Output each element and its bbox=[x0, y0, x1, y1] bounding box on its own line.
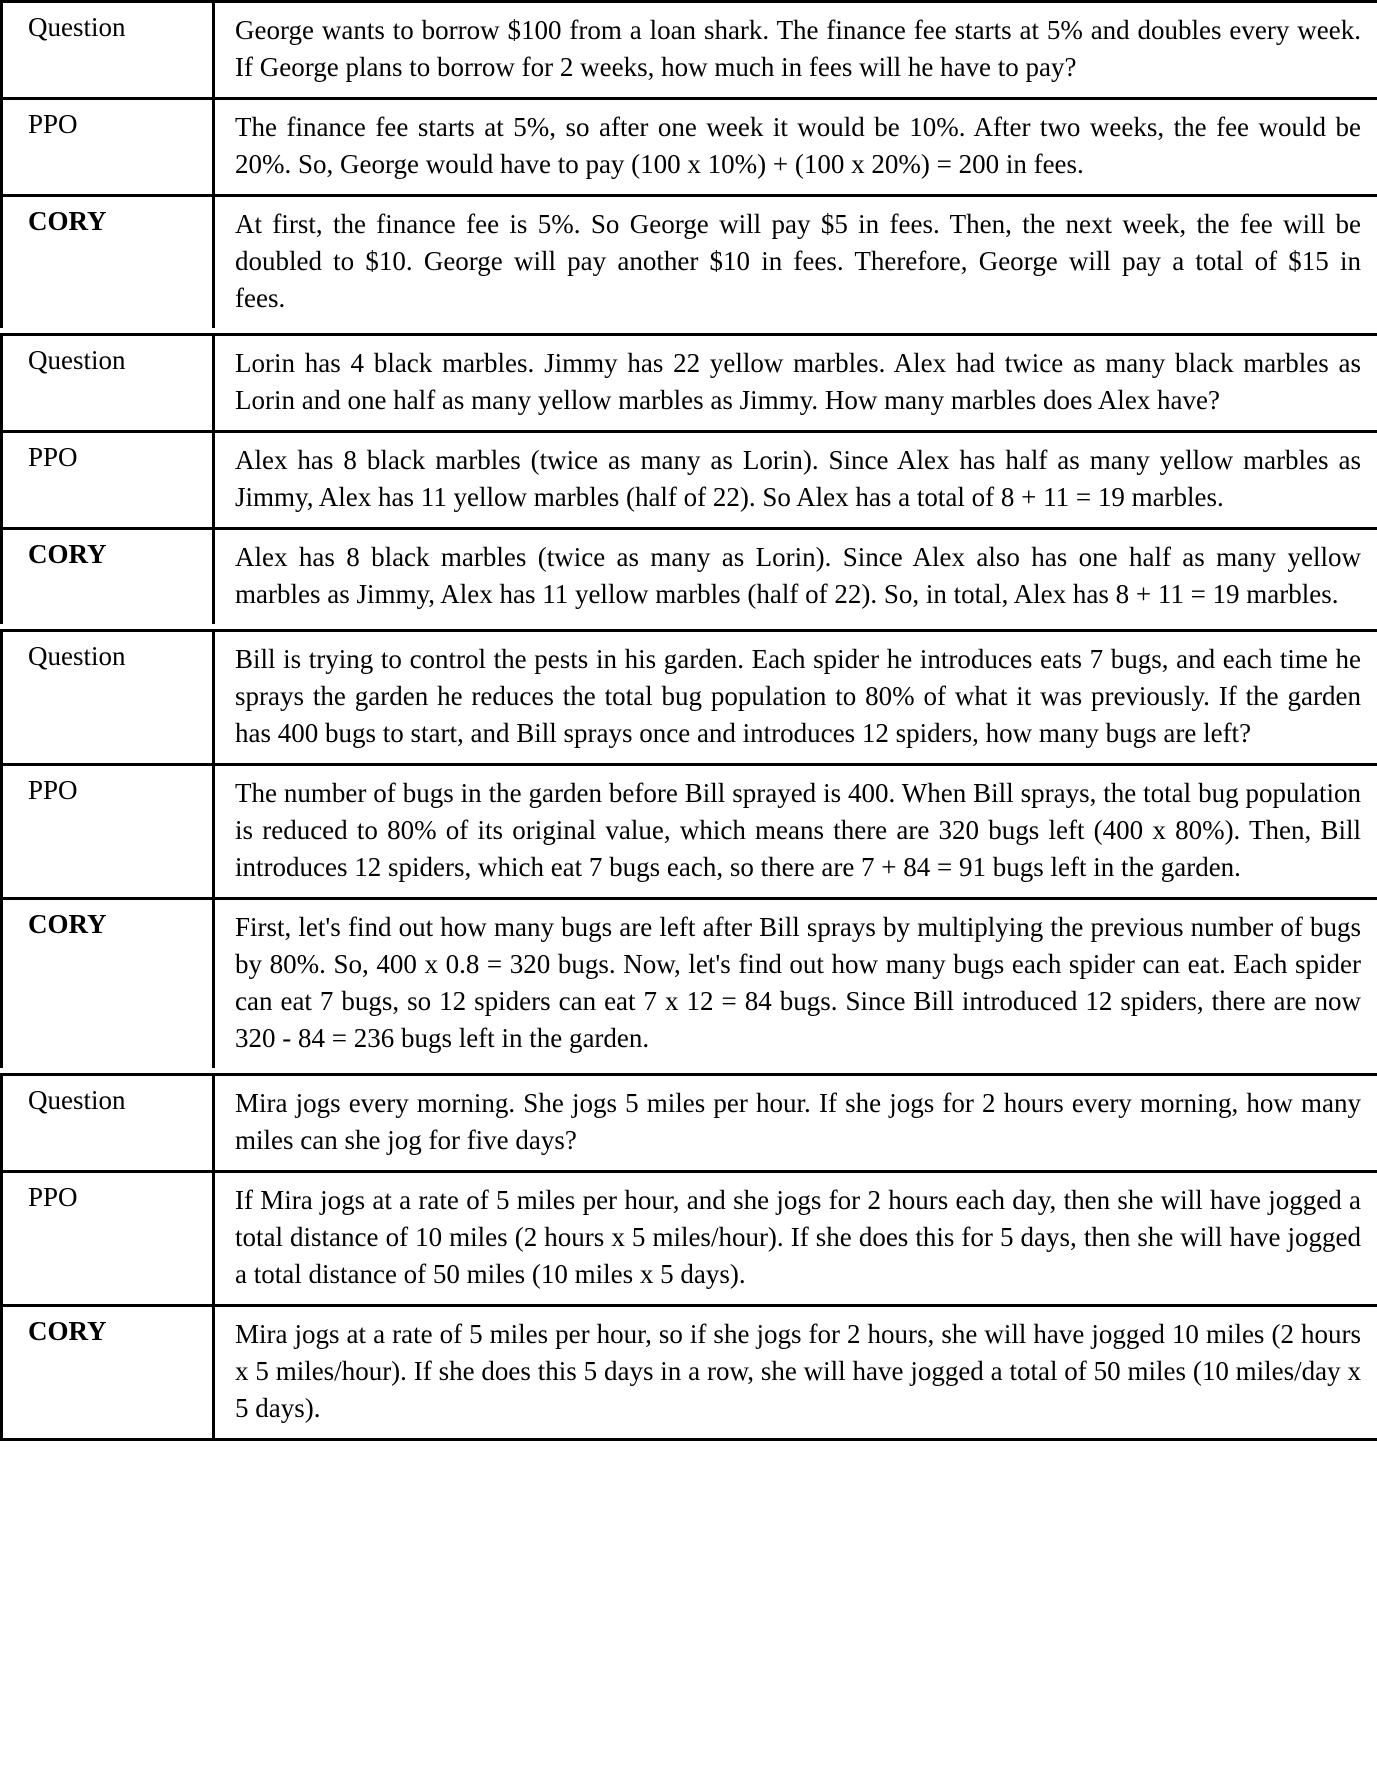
ppo-answer-1: The finance fee starts at 5%, so after one week it would be 10%. After two weeks, the fee would be 20%. So, George would have to pay (100 x 10%) + (100 x 20%) = 200 in fees. bbox=[214, 99, 1377, 196]
role-label-cory: CORY bbox=[2, 1306, 214, 1440]
question-text-4: Mira jogs every morning. She jogs 5 miles per hour. If she jogs for 2 hours every morning, how many miles can she jog for five days? bbox=[214, 1075, 1377, 1172]
cory-answer-2: Alex has 8 black marbles (twice as many as Lorin). Since Alex also has one half as many yellow marbles as Jimmy, Alex has 11 yellow marbles (half of 22). So, in total, Alex has 8 + 11 = 19 marbles. bbox=[214, 529, 1377, 625]
table-row-ppo-4 bbox=[2, 1172, 1377, 1306]
role-label-ppo: PPO bbox=[2, 765, 214, 899]
ppo-answer-3: The number of bugs in the garden before Bill sprayed is 400. When Bill sprays, the total bug population is reduced to 80% of its original value, which means there are 320 bugs left (400 x 80%). Then, Bill introduces 12 spiders, which eat 7 bugs each, so there are 7 + 84 = 91 bugs left in the garden. bbox=[214, 765, 1377, 899]
ppo-answer-2: Alex has 8 black marbles (twice as many as Lorin). Since Alex has half as many yellow marbles as Jimmy, Alex has 11 yellow marbles (half of 22). So Alex has a total of 8 + 11 = 19 marbles. bbox=[214, 432, 1377, 529]
question-text-3: Bill is trying to control the pests in his garden. Each spider he introduces eats 7 bugs, and each time he sprays the garden he reduces the total bug population to 80% of what it was previously. If the garden has 400 bugs to start, and Bill sprays once and introduces 12 spiders, how many bugs are left? bbox=[214, 631, 1377, 765]
table-body bbox=[2, 2, 1377, 1440]
role-label-question: Question bbox=[2, 2, 214, 99]
table-row-question-3 bbox=[2, 631, 1377, 765]
table-row-question-1 bbox=[2, 2, 1377, 99]
cory-answer-1: At first, the finance fee is 5%. So George will pay $5 in fees. Then, the next week, the fee will be doubled to $10. George will pay another $10 in fees. Therefore, George will pay a total of $15 in fees. bbox=[214, 196, 1377, 329]
table-row-ppo-3 bbox=[2, 765, 1377, 899]
table-row-ppo-1 bbox=[2, 99, 1377, 196]
role-label-question: Question bbox=[2, 335, 214, 432]
table-row-ppo-2 bbox=[2, 432, 1377, 529]
question-text-1: George wants to borrow $100 from a loan shark. The finance fee starts at 5% and doubles every week. If George plans to borrow for 2 weeks, how much in fees will he have to pay? bbox=[214, 2, 1377, 99]
role-label-cory: CORY bbox=[2, 899, 214, 1069]
role-label-cory: CORY bbox=[2, 196, 214, 329]
ppo-answer-4: If Mira jogs at a rate of 5 miles per hour, and she jogs for 2 hours each day, then she will have jogged a total distance of 10 miles (2 hours x 5 miles/hour). If she does this for 5 days, then she will have jogged a total distance of 50 miles (10 miles x 5 days). bbox=[214, 1172, 1377, 1306]
role-label-question: Question bbox=[2, 631, 214, 765]
table-row-cory-3 bbox=[2, 899, 1377, 1069]
table-row-cory-2 bbox=[2, 529, 1377, 625]
table-row-question-4 bbox=[2, 1075, 1377, 1172]
question-text-2: Lorin has 4 black marbles. Jimmy has 22 yellow marbles. Alex had twice as many black marbles as Lorin and one half as many yellow marbles as Jimmy. How many marbles does Alex have? bbox=[214, 335, 1377, 432]
role-label-ppo: PPO bbox=[2, 432, 214, 529]
role-label-question: Question bbox=[2, 1075, 214, 1172]
table-row-cory-1 bbox=[2, 196, 1377, 329]
cory-answer-4: Mira jogs at a rate of 5 miles per hour, so if she jogs for 2 hours, she will have jogged 10 miles (2 hours x 5 miles/hour). If she does this 5 days in a row, she will have jogged a total of 50 miles (10 miles/day x 5 days). bbox=[214, 1306, 1377, 1440]
role-label-ppo: PPO bbox=[2, 1172, 214, 1306]
table-row-cory-4 bbox=[2, 1306, 1377, 1440]
cory-answer-3: First, let's find out how many bugs are left after Bill sprays by multiplying the previous number of bugs by 80%. So, 400 x 0.8 = 320 bugs. Now, let's find out how many bugs each spider can eat. Each spider can eat 7 bugs, so 12 spiders can eat 7 x 12 = 84 bugs. Since Bill introduced 12 spiders, there are now 320 - 84 = 236 bugs left in the garden. bbox=[214, 899, 1377, 1069]
table-row-question-2 bbox=[2, 335, 1377, 432]
role-label-ppo: PPO bbox=[2, 99, 214, 196]
role-label-cory: CORY bbox=[2, 529, 214, 625]
